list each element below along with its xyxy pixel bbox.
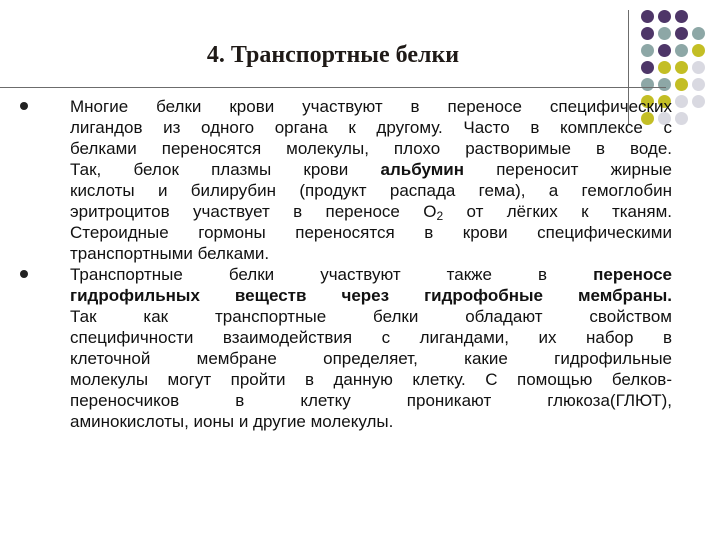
- decor-dot: [692, 95, 705, 108]
- slide-body: [20, 96, 672, 432]
- decor-dot: [675, 44, 688, 57]
- bullet-marker: [20, 102, 28, 110]
- text-line: белками переносятся молекулы, плохо растворимые в воде.: [70, 139, 672, 158]
- decor-dot: [641, 27, 654, 40]
- text-line: аминокислоты, ионы и другие молекулы.: [70, 412, 394, 431]
- decor-dot: [675, 61, 688, 74]
- decor-dot: [692, 78, 705, 91]
- text-line: Стероидные гормоны переносятся в крови специфическими: [70, 223, 672, 242]
- bullet-paragraph-1: [20, 96, 672, 264]
- bold-term-albumin: альбумин: [380, 160, 464, 179]
- text-line: Так как транспортные белки обладают свойством: [70, 307, 672, 326]
- text-line: лигандов из одного органа к другому. Часто в комплексе с: [70, 118, 672, 137]
- decor-dot: [692, 44, 705, 57]
- decor-dot: [658, 27, 671, 40]
- decor-dot: [658, 78, 671, 91]
- decor-dot: [675, 78, 688, 91]
- text-line: клеточной мембране определяет, какие гидрофильные: [70, 349, 672, 368]
- text-line: Так, белок плазмы крови альбумин переносит жирные: [70, 160, 672, 179]
- slide-title: 4. Транспортные белки: [206, 42, 460, 68]
- decor-dot: [692, 27, 705, 40]
- decor-dot: [675, 95, 688, 108]
- bullet-paragraph-2: [20, 264, 672, 432]
- subscript-2: 2: [436, 209, 444, 223]
- decor-dot: [658, 10, 671, 23]
- decor-dot: [675, 27, 688, 40]
- text-line: переносчиков в клетку проникают глюкоза(ГЛЮТ),: [70, 391, 672, 410]
- text-line: кислоты и билирубин (продукт распада гема), а гемоглобин: [70, 181, 672, 200]
- text-line: Транспортные белки участвуют также в переносе: [70, 265, 672, 284]
- text-line: [70, 285, 672, 306]
- text-line: Многие белки крови участвуют в переносе специфических: [70, 97, 672, 116]
- decor-dot: [692, 61, 705, 74]
- bullet-marker: [20, 270, 28, 278]
- decor-dot: [641, 78, 654, 91]
- horizontal-divider-line: [0, 87, 666, 88]
- bold-term: гидрофильных веществ через гидрофобные мембраны.: [70, 286, 672, 305]
- text-line: специфичности взаимодействия с лигандами, их набор в: [70, 328, 672, 347]
- decor-dot: [675, 10, 688, 23]
- decor-dot: [641, 10, 654, 23]
- decor-dot: [675, 112, 688, 125]
- bold-term: переносе: [593, 265, 672, 284]
- text-line: молекулы могут пройти в данную клетку. С помощью белков-: [70, 370, 672, 389]
- text-line: эритроцитов участвует в переносе $О_2$ от лёгких к тканям.: [70, 202, 672, 223]
- text-line: транспортными белками.: [70, 244, 270, 263]
